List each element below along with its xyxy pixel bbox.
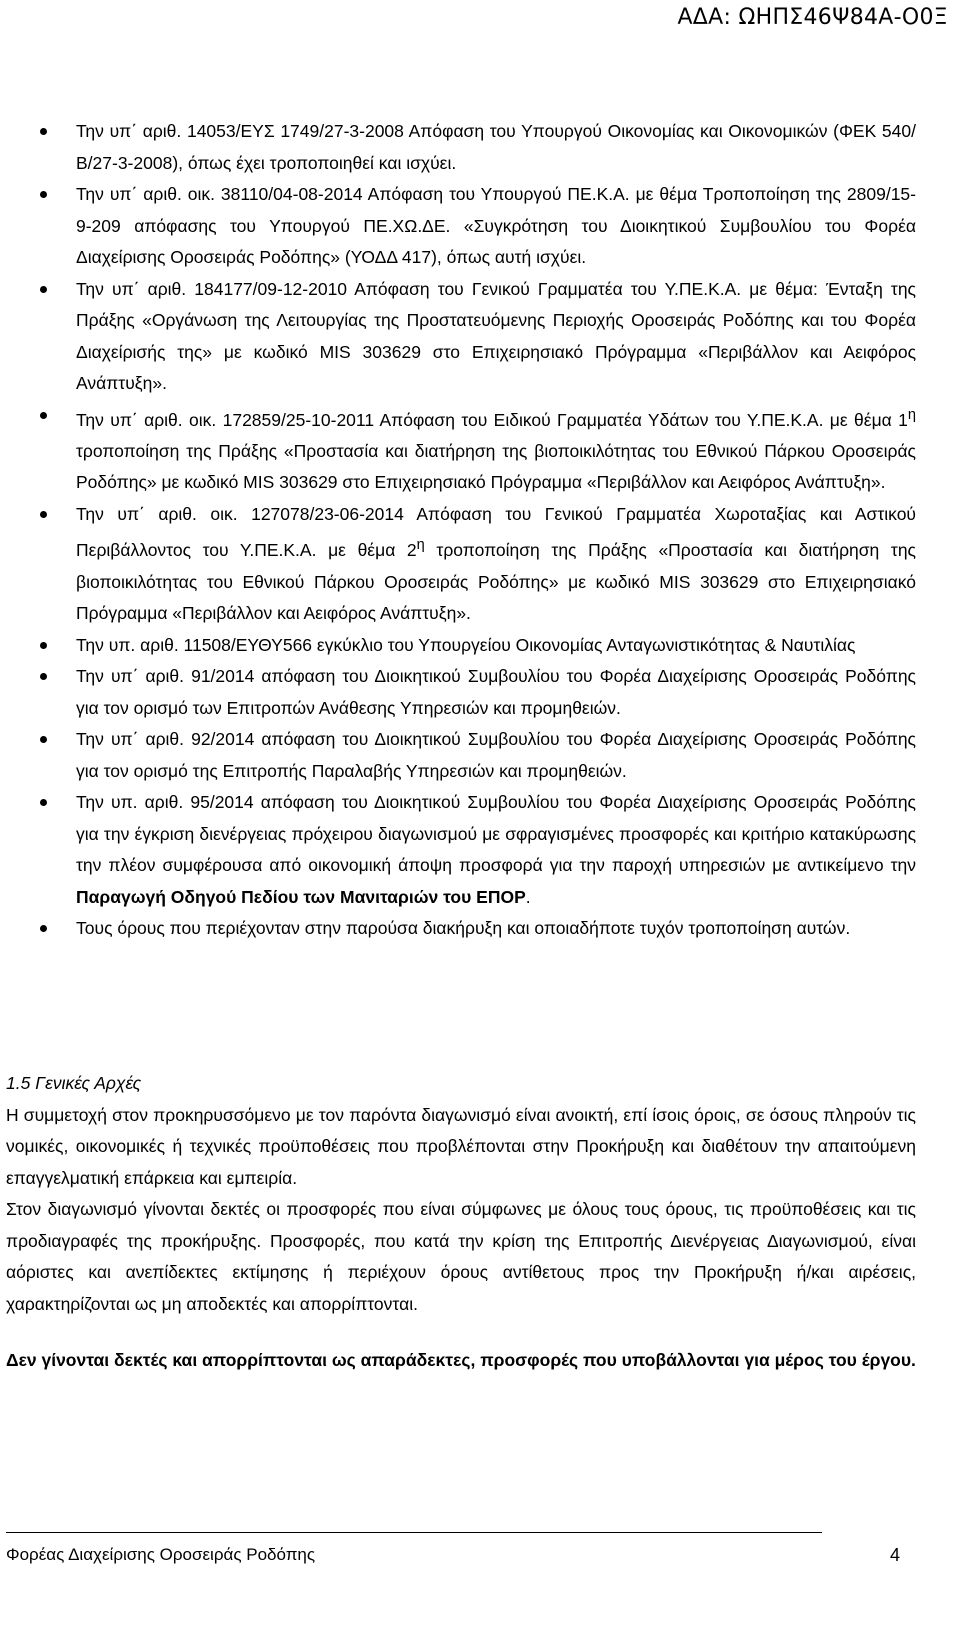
list-item-text: Την υπ΄ αριθ. 14053/ΕΥΣ 1749/27-3-2008 Απόφαση του Υπουργού Οικονομίας και Οικονομικών (ΦΕΚ 540/Β/27-3-2008), όπως έχει τροποποιηθεί και ισχύει. [76,121,916,173]
list-item [76,499,916,630]
list-item-text: Την υπ΄ αριθ. οικ. 38110/04-08-2014 Απόφαση του Υπουργού ΠΕ.Κ.Α. με θέμα Τροποποίηση της 2809/15-9-209 απόφασης του Υπουργού ΠΕ.ΧΩ.ΔΕ. «Συγκρότηση του Διοικητικού Συμβουλίου του Φορέα Διαχείρισης Οροσειράς Ροδόπης» (ΥΟΔΔ 417), όπως αυτή ισχύει. [76,184,916,267]
paragraph: Η συμμετοχή στον προκηρυσσόμενο με τον παρόντα διαγωνισμό είναι ανοικτή, επί ίσοις όροις, σε όσους πληρούν τις νομικές, οικονομικές ή τεχνικές προϋποθέσεις που προβλέπονται στην Προκήρυξη και διαθέτουν την απαιτούμενη επαγγελματική επάρκεια και εμπειρία. [6,1104,916,1188]
general-principles-section [6,1068,916,1377]
list-item [76,913,916,945]
ada-code: ΑΔΑ: ΩΗΠΣ46Ψ84Α-Ο0Ξ [677,5,948,30]
footer-organization: Φορέας Διαχείρισης Οροσειράς Ροδόπης [6,1545,316,1564]
bold-notice-paragraph: Δεν γίνονται δεκτές και απορρίπτονται ως απαράδεκτες, προσφορές που υποβάλλονται για μέρος του έργου. [6,1350,916,1370]
list-item [76,661,916,724]
list-item-text: Την υπ΄ αριθ. 184177/09-12-2010 Απόφαση του Γενικού Γραμματέα του Υ.ΠΕ.Κ.Α. με θέμα: Ένταξη της Πράξης «Οργάνωση της Λειτουργίας της Προστατευόμενης Περιοχής Οροσειράς Ροδόπης και του Φορέα Διαχείρισής της» με κωδικό MIS 303629 στο Επιχειρησιακό Πρόγραμμα «Περιβάλλον και Αειφόρος Ανάπτυξη». [76,278,916,393]
list-item-text: τροποποίηση της Πράξης «Προστασία και διατήρηση της βιοποικιλότητας του Εθνικού Πάρκου Οροσειράς Ροδόπης» με κωδικό MIS 303629 στο Επιχειρησιακό Πρόγραμμα «Περιβάλλον και Αειφόρος Ανάπτυξη». [76,540,916,624]
list-item-text: Την υπ΄ αριθ. οικ. 172859/25-10-2011 Απόφαση του Ειδικού Γραμματέα Υδάτων του Υ.ΠΕ.Κ.Α. με θέμα 1 [76,409,908,430]
page-number: 4 [889,1545,900,1565]
list-item [76,274,916,400]
list-item [76,116,916,179]
ordinal-superscript: η [907,406,916,423]
list-item [76,724,916,787]
list-item-text: Την υπ. αριθ. 11508/ΕΥΘΥ566 εγκύκλιο του Υπουργείου Οικονομίας Ανταγωνιστικότητας & Ναυτιλίας [76,634,856,655]
legal-basis-list [76,116,916,945]
list-item-text: Την υπ. αριθ. 95/2014 απόφαση του Διοικητικού Συμβουλίου του Φορέα Διαχείρισης Οροσειράς Ροδόπης για την έγκριση διενέργειας πρόχειρου διαγωνισμού με σφραγισμένες προσφορές και κριτήριο κατακύρωσης την πλέον συμφέρουσα από οικονομική άποψη προσφορά για την παροχή υπηρεσιών με αντικείμενο την [76,792,916,876]
footer-divider [6,1532,822,1533]
section-heading: 1.5 Γενικές Αρχές [6,1073,142,1093]
list-item-text: . [525,886,531,907]
list-item-text: Την υπ΄ αριθ. 92/2014 απόφαση του Διοικητικού Συμβουλίου του Φορέα Διαχείρισης Οροσειράς Ροδόπης για τον ορισμό της Επιτροπής Παραλαβής Υπηρεσιών και προμηθειών. [76,729,916,781]
paragraph: Στον διαγωνισμό γίνονται δεκτές οι προσφορές που είναι σύμφωνες με όλους τους όρους, τις προϋποθέσεις και τις προδιαγραφές της προκήρυξης. Προσφορές, που κατά την κρίση της Επιτροπής Διενέργειας Διαγωνισμού, είναι αόριστες και ανεπίδεκτες εκτίμησης ή περιέχουν όρους αντίθετους προς την Προκήρυξη ή/και αιρέσεις, χαρακτηρίζονται ως μη αποδεκτές και απορρίπτονται. [6,1199,916,1314]
list-item [76,630,916,662]
ordinal-superscript: η [416,537,425,554]
project-title-bold: Παραγωγή Οδηγού Πεδίου των Μανιταριών του ΕΠΟΡ [76,886,526,907]
list-item [76,179,916,274]
list-item-text: Τους όρους που περιέχονταν στην παρούσα διακήρυξη και οποιαδήποτε τυχόν τροποποίηση αυτών. [76,918,851,939]
list-item-text: Την υπ΄ αριθ. οικ. 127078/23-06-2014 Απόφαση του Γενικού Γραμματέα Χωροταξίας και Αστικού Περιβάλλοντος του Υ.ΠΕ.Κ.Α. με θέμα 2 [76,503,916,561]
list-item-text: Την υπ΄ αριθ. 91/2014 απόφαση του Διοικητικού Συμβουλίου του Φορέα Διαχείρισης Οροσειράς Ροδόπης για τον ορισμό των Επιτροπών Ανάθεσης Υπηρεσιών και προμηθειών. [76,666,916,718]
list-item [76,400,916,499]
list-item [76,787,916,913]
list-item-text: τροποποίηση της Πράξης «Προστασία και διατήρηση της βιοποικιλότητας του Εθνικού Πάρκου Οροσειράς Ροδόπης» με κωδικό MIS 303629 στο Επιχειρησιακό Πρόγραμμα «Περιβάλλον και Αειφόρος Ανάπτυξη». [76,440,916,493]
